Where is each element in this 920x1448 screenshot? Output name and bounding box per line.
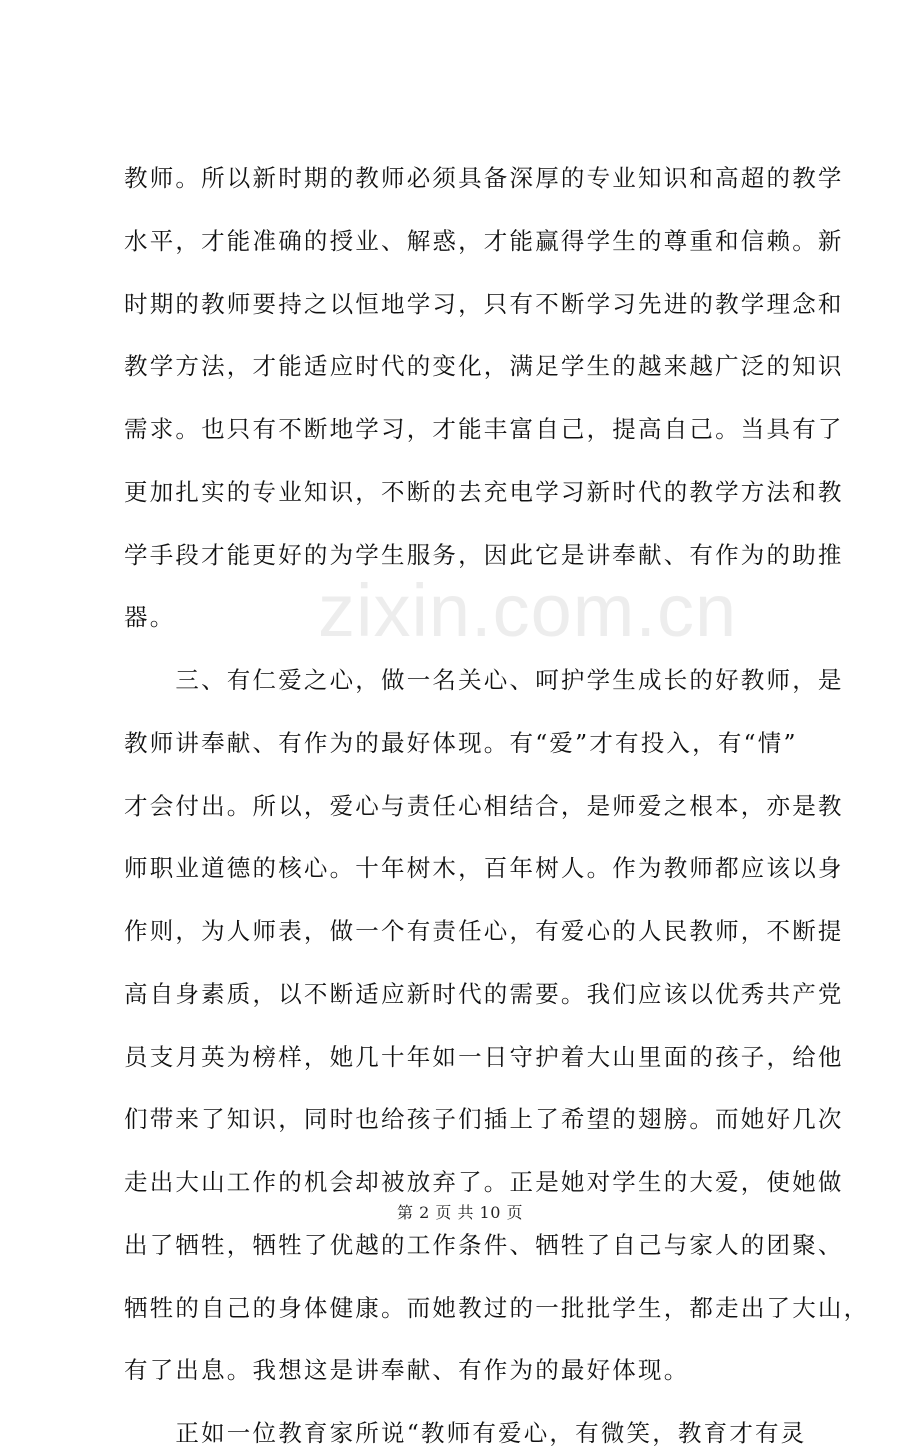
text-line: 师职业道德的核心。十年树木，百年树人。作为教师都应该以身 (124, 854, 844, 882)
text-line: 教师。所以新时期的教师必须具备深厚的专业知识和高超的教学 (124, 164, 844, 192)
text-line: 作则，为人师表，做一个有责任心，有爱心的人民教师，不断提 (124, 917, 844, 945)
text-line: 教学方法，才能适应时代的变化，满足学生的越来越广泛的知识 (124, 352, 844, 380)
text-line: 三、有仁爱之心，做一名关心、呵护学生成长的好教师，是 (124, 666, 844, 694)
text-line: 器。 (124, 603, 176, 631)
page-footer: 第 2 页 共 10 页 (397, 1203, 523, 1222)
text-line: 有了出息。我想这是讲奉献、有作为的最好体现。 (124, 1356, 690, 1384)
text-line: 正如一位教育家所说“教师有爱心，有微笑，教育才有灵 (124, 1419, 807, 1447)
text-line: 学手段才能更好的为学生服务，因此它是讲奉献、有作为的助推 (124, 541, 844, 569)
text-line: 时期的教师要持之以恒地学习，只有不断学习先进的教学理念和 (124, 290, 844, 318)
text-line: 水平，才能准确的授业、解惑，才能赢得学生的尊重和信赖。新 (124, 227, 844, 255)
text-line: 出了牺牲，牺牲了优越的工作条件、牺牲了自己与家人的团聚、 (124, 1231, 844, 1259)
text-line: 走出大山工作的机会却被放弃了。正是她对学生的大爱，使她做 (124, 1168, 844, 1196)
text-line: 教师讲奉献、有作为的最好体现。有“爱”才有投入，有“情” (124, 729, 798, 757)
text-line: 需求。也只有不断地学习，才能丰富自己，提高自己。当具有了 (124, 415, 844, 443)
text-line: 才会付出。所以，爱心与责任心相结合，是师爱之根本，亦是教 (124, 792, 844, 820)
watermark: zixin.com.cn (318, 569, 738, 652)
text-line: 高自身素质，以不断适应新时代的需要。我们应该以优秀共产党 (124, 980, 844, 1008)
text-line: 更加扎实的专业知识，不断的去充电学习新时代的教学方法和教 (124, 478, 844, 506)
text-line: 牺牲的自己的身体健康。而她教过的一批批学生，都走出了大山， (124, 1294, 870, 1322)
text-line: 们带来了知识，同时也给孩子们插上了希望的翅膀。而她好几次 (124, 1105, 844, 1133)
text-line: 员支月英为榜样，她几十年如一日守护着大山里面的孩子，给他 (124, 1043, 844, 1071)
